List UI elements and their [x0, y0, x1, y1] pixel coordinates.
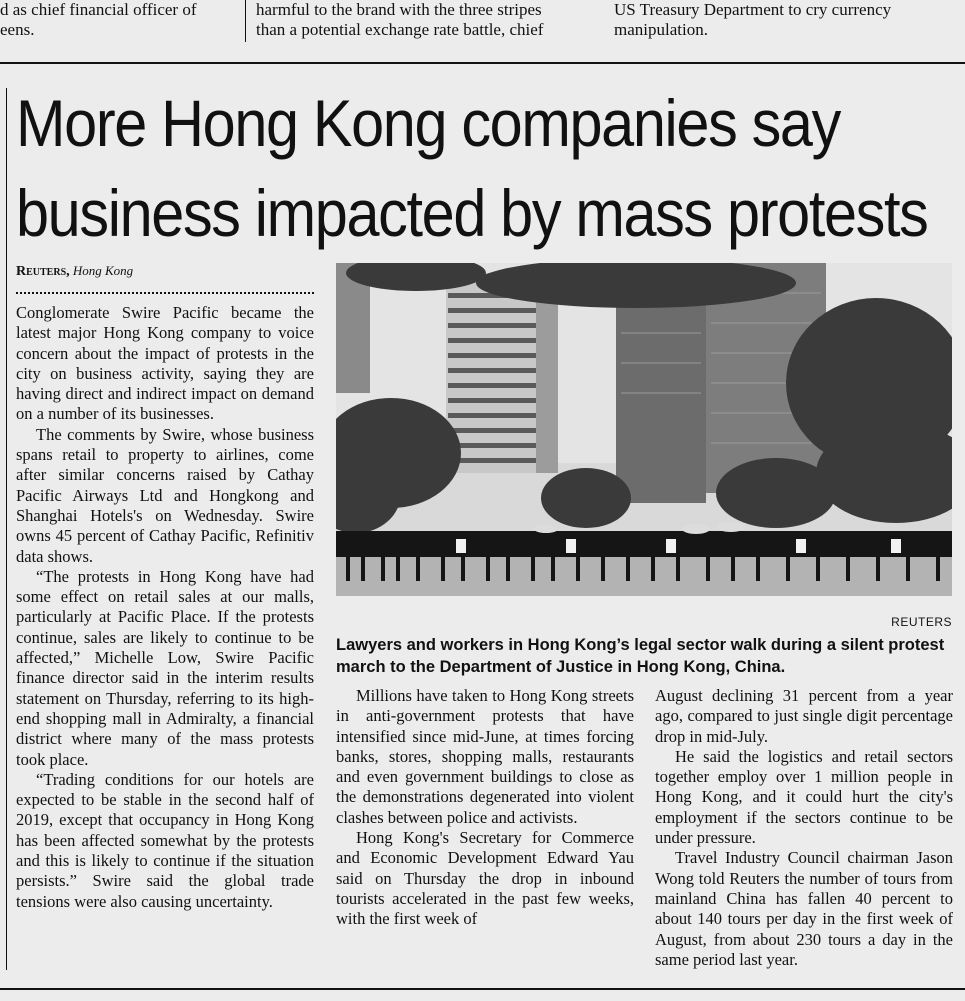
- byline: [16, 263, 133, 280]
- news-photo: [336, 263, 952, 596]
- paragraph: Millions have taken to Hong Kong streets in anti-government protests that have intensified since mid-June, at times forcing banks, stores, shopping malls, restaurants and even government buildings to close as the demonstrations degenerated into violent clashes between police and activists.: [336, 686, 634, 827]
- prev-text-line: manipulation.: [614, 20, 708, 39]
- footer-divider: [0, 988, 965, 990]
- byline-agency: Reuters,: [16, 264, 70, 279]
- article-column-3: [655, 686, 953, 970]
- column-rule: [245, 0, 246, 42]
- article-column-2: [336, 686, 634, 930]
- paragraph: “The protests in Hong Kong have had some effect on retail sales at our malls, particularly at Pacific Place. If the protests continue, sales are likely to continue to be affected,” Michelle Low, Swire Pacific finance director said in the interim results statement on Thursday, referring to its high-end shopping mall in Admiralty, a financial district where many of the mass protests took place.: [16, 566, 314, 769]
- photo-credit: REUTERS: [891, 615, 952, 629]
- prev-text-line: d as chief financial officer of: [0, 0, 197, 19]
- left-margin-rule: [6, 88, 7, 970]
- headline-line: More Hong Kong companies say: [16, 86, 840, 160]
- article-column-1: [16, 303, 314, 912]
- headline: [16, 78, 928, 258]
- prev-article-column-right: [614, 0, 959, 40]
- paragraph: The comments by Swire, whose business spans retail to property to airlines, come after similar concerns raised by Cathay Pacific Airways Ltd and Hongkong and Shanghai Hotels's on Wednesday. Swire owns 45 percent of Cathay Pacific, Refinitiv data shows.: [16, 424, 314, 566]
- paragraph: Travel Industry Council chairman Jason Wong told Reuters the number of tours from mainland China has fallen 40 percent to about 140 tours per day in the first week of August, from about 230 tours a day in the same period last year.: [655, 848, 953, 969]
- prev-article-column-left: [0, 0, 238, 40]
- prev-text-line: harmful to the brand with the three stripes: [256, 0, 542, 19]
- protest-march-photo: [336, 263, 952, 596]
- byline-location: Hong Kong: [72, 263, 134, 278]
- paragraph: “Trading conditions for our hotels are expected to be stable in the second half of 2019, except that occupancy in Hong Kong has been affected somewhat by the protests and this is likely to continue if the situation persists.” Swire said the global trade tensions were also causing uncertainty.: [16, 769, 314, 911]
- paragraph: Conglomerate Swire Pacific became the latest major Hong Kong company to voice concern about the impact of protests in the city on business activity, saying they are having direct and indirect impact on demand on a number of its businesses.: [16, 303, 314, 424]
- byline-dotted-rule: [16, 292, 314, 294]
- paragraph: August declining 31 percent from a year ago, compared to just single digit percentage drop in mid-July.: [655, 686, 953, 746]
- photo-caption: Lawyers and workers in Hong Kong’s legal sector walk during a silent protest march to the Department of Justice in Hong Kong, China.: [336, 636, 945, 676]
- headline-line: business impacted by mass protests: [16, 176, 928, 250]
- prev-article-column-middle: [256, 0, 598, 40]
- paragraph: He said the logistics and retail sectors together employ over 1 million people in Hong Kong, and it could hurt the city's employment if the sectors continue to be under pressure.: [655, 746, 953, 848]
- paragraph: Hong Kong's Secretary for Commerce and Economic Development Edward Yau said on Thursday the drop in inbound tourists accelerated in the past few weeks, with the first week of: [336, 828, 634, 929]
- prev-text-line: eens.: [0, 20, 35, 39]
- prev-text-line: than a potential exchange rate battle, chief: [256, 20, 544, 39]
- prev-text-line: US Treasury Department to cry currency: [614, 0, 892, 19]
- section-divider: [0, 62, 965, 64]
